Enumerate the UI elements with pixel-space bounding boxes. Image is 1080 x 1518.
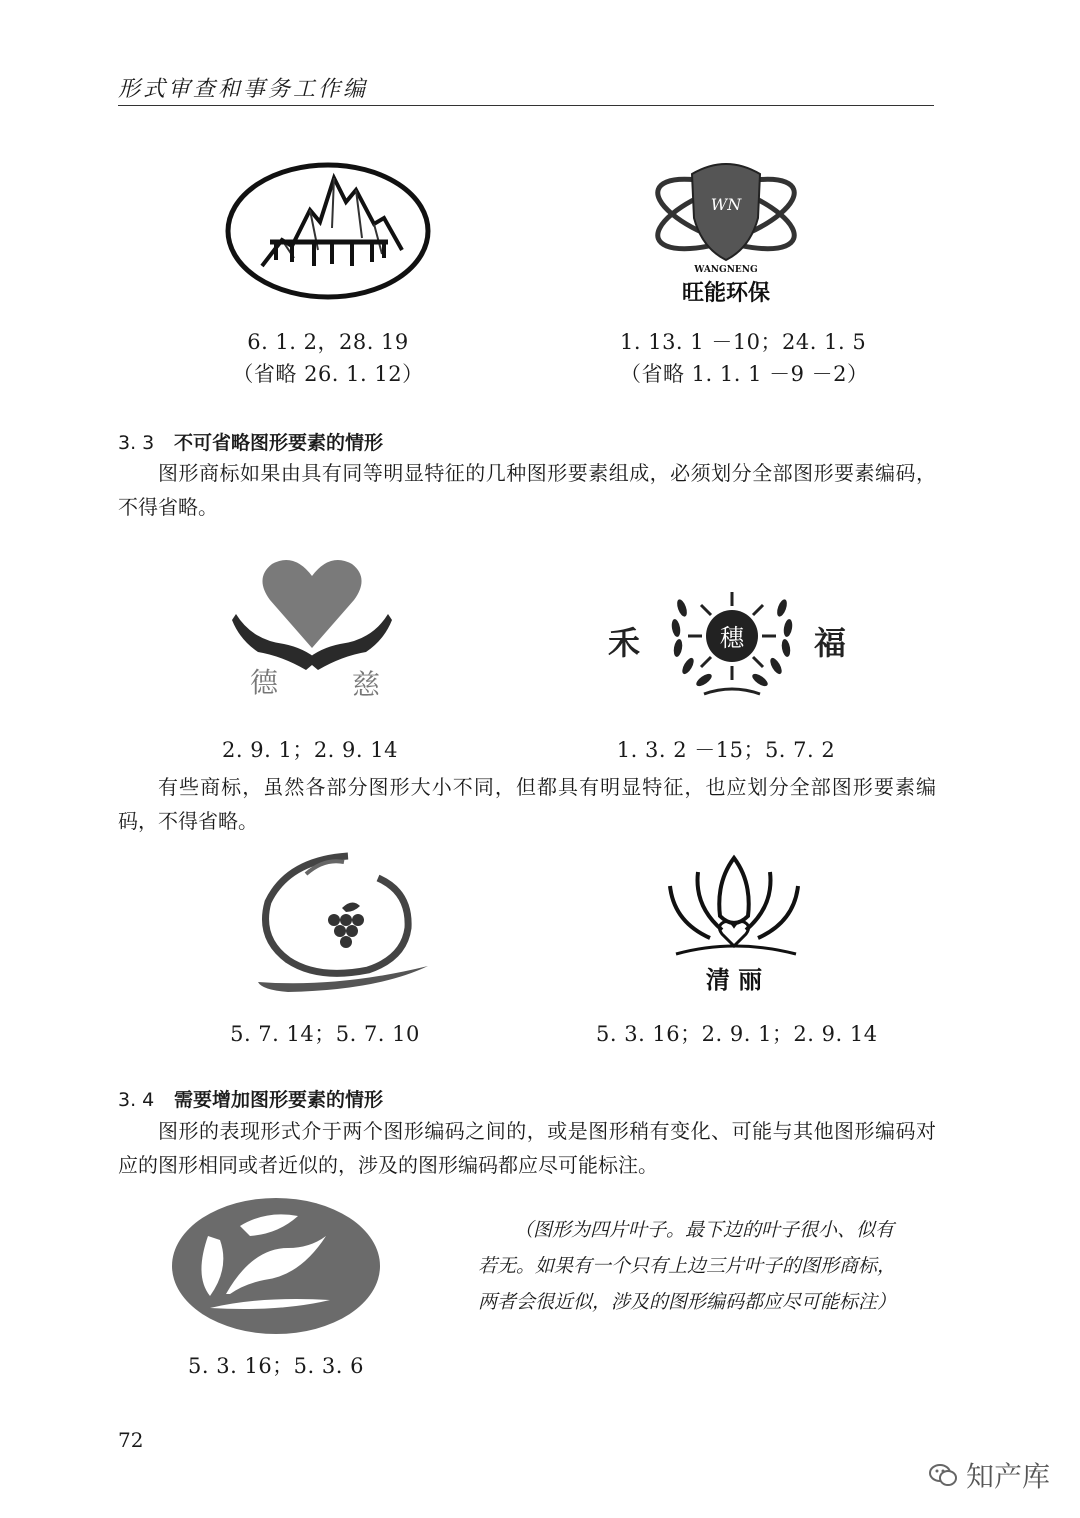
figure-omit-mountain: （省略 26. 1. 12） bbox=[232, 362, 424, 386]
shield-name-text: 旺能环保 bbox=[681, 280, 771, 306]
shield-latin-text: WANGNENG bbox=[694, 265, 758, 275]
paragraph: 有些商标，虽然各部分图形大小不同，但都具有明显特征，也应划分全部图形要素编码，不得省略。 bbox=[118, 775, 936, 833]
running-header: 形式审查和事务工作编 bbox=[118, 77, 369, 102]
paragraph: 图形商标如果由具有同等明显特征的几种图形要素组成，必须划分全部图形要素编码，不得省略。 bbox=[118, 461, 936, 519]
figure-codes-shield: 1. 13. 1 －10；24. 1. 5 bbox=[620, 330, 867, 354]
figure-codes-heart: 2. 9. 1；2. 9. 14 bbox=[222, 738, 398, 762]
section-number: 3. 3 bbox=[118, 432, 155, 454]
lotus-logo bbox=[666, 846, 802, 998]
heart-hands-logo bbox=[222, 544, 398, 710]
sun-wreath-logo bbox=[608, 588, 852, 710]
section-title: 需要增加图形要素的情形 bbox=[174, 1089, 384, 1111]
leaves-logo bbox=[170, 1196, 382, 1336]
header-divider bbox=[118, 105, 934, 106]
section-heading-34 bbox=[118, 1085, 383, 1112]
shield-badge-text: WN bbox=[710, 195, 742, 214]
mountain-logo bbox=[222, 158, 434, 304]
figure-omit-shield: （省略 1. 1. 1 －9 －2） bbox=[620, 362, 869, 386]
figure-codes-sun: 1. 3. 2 －15；5. 7. 2 bbox=[616, 738, 836, 762]
paragraph: 图形的表现形式介于两个图形编码之间的，或是图形稍有变化、可能与其他图形编码对应的图形相同或者近似的，涉及的图形编码都应尽可能标注。 bbox=[118, 1119, 936, 1177]
sun-center-char: 穗 bbox=[720, 624, 744, 652]
wreath-left-char: 禾 bbox=[608, 624, 641, 662]
figure-codes-leaves: 5. 3. 16；5. 3. 6 bbox=[188, 1354, 364, 1378]
section-heading-33 bbox=[118, 428, 383, 455]
section-title: 不可省略图形要素的情形 bbox=[174, 432, 384, 454]
heart-left-char: 德 bbox=[250, 666, 279, 699]
watermark-text: 知产库 bbox=[965, 1460, 1050, 1493]
section-number: 3. 4 bbox=[118, 1089, 155, 1111]
wechat-icon bbox=[928, 1462, 958, 1488]
heart-right-char: 慈 bbox=[352, 668, 381, 701]
shield-logo bbox=[648, 152, 804, 306]
lotus-name-text: 清 丽 bbox=[705, 965, 763, 994]
figure-codes-peach: 5. 7. 14；5. 7. 10 bbox=[230, 1022, 420, 1046]
wreath-right-char: 福 bbox=[814, 624, 847, 662]
figure-codes-mountain: 6. 1. 2，28. 19 bbox=[247, 330, 409, 354]
figure-codes-lotus: 5. 3. 16；2. 9. 1；2. 9. 14 bbox=[596, 1022, 878, 1046]
watermark bbox=[928, 1455, 1050, 1495]
figure-note bbox=[478, 1212, 898, 1320]
peach-grape-logo bbox=[228, 852, 434, 996]
figure-note-text: （图形为四片叶子。最下边的叶子很小、似有若无。如果有一个只有上边三片叶子的图形商标，两者会很近似，涉及的图形编码都应尽可能标注） bbox=[478, 1219, 897, 1313]
page-number: 72 bbox=[118, 1428, 144, 1452]
